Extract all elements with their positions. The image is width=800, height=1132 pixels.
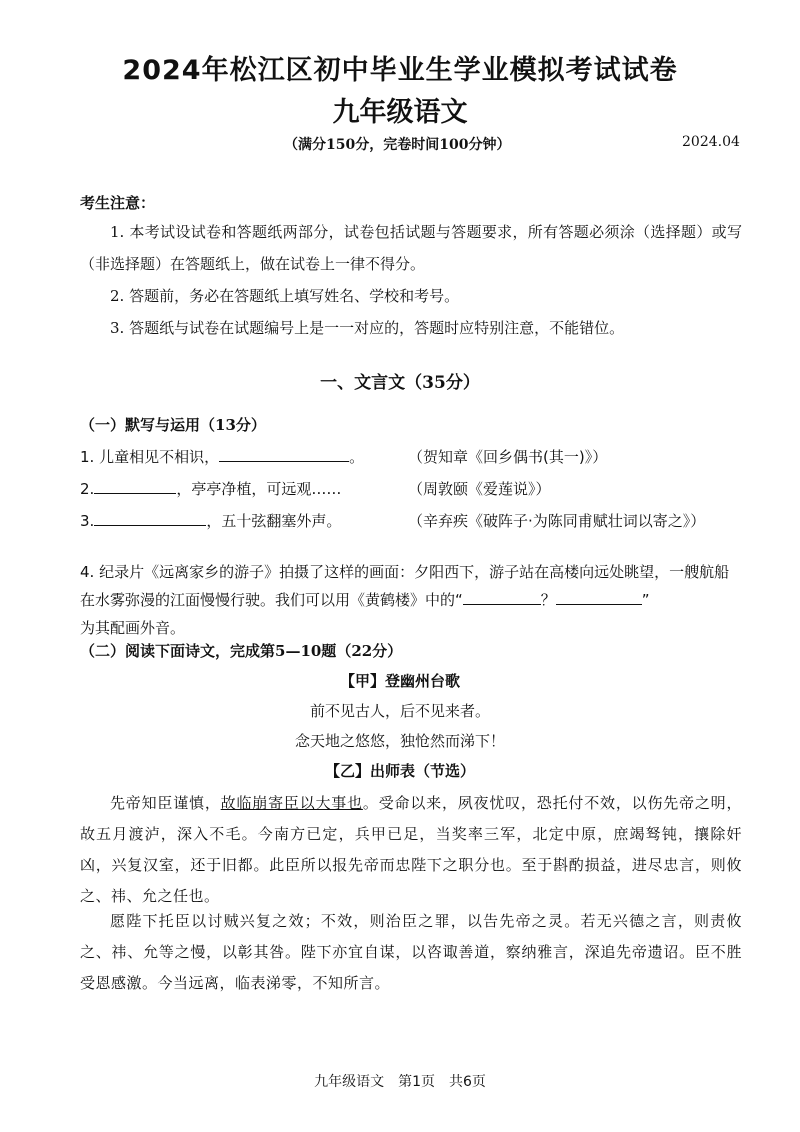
question-4-end: ” [641, 591, 650, 609]
question-1-blank[interactable] [219, 447, 349, 462]
question-3 [80, 510, 341, 531]
part1-heading: （一）默写与运用（13分） [80, 416, 266, 434]
section-title: 一、文言文（35分） [320, 373, 480, 393]
question-1 [80, 446, 364, 467]
question-2 [80, 478, 341, 499]
question-2-number: 2. [80, 480, 95, 498]
question-4 [80, 558, 742, 642]
notice-item-1: 1. 本考试设试卷和答题纸两部分，试卷包括试题与答题要求，所有答题必须涂（选择题）或写（非选择题）在答题纸上，做在试卷上一律不得分。 [80, 223, 742, 273]
question-2-blank[interactable] [94, 479, 176, 494]
underlined-sentence: 故临崩寄臣以大事也 [220, 794, 363, 812]
question-4-text: 4. 纪录片《远离家乡的游子》拍摄了这样的画面：夕阳西下，游子站在高楼向远处眺望，一艘航船在水雾弥漫的江面慢慢行驶。我们可以用《黄鹤楼》中的“ [80, 563, 730, 609]
question-4-blank-1[interactable] [463, 590, 541, 605]
question-1-end: 。 [349, 448, 365, 466]
question-3-text: ，五十弦翻塞外声。 [206, 512, 342, 530]
exam-meta: （满分150分，完卷时间100分钟） [284, 137, 511, 153]
notice-heading: 考生注意： [80, 194, 156, 212]
prose-paragraph-1-start: 先帝知臣谨慎， [110, 794, 221, 812]
question-4-blank-2[interactable] [556, 590, 642, 605]
question-3-blank[interactable] [94, 511, 206, 526]
question-2-text: ，亭亭净植，可远观…… [176, 480, 342, 498]
exam-title: 2024年松江区初中毕业生学业模拟考试试卷 [122, 55, 678, 86]
prose-paragraph-1-rest: 。受命以来，夙夜忧叹，恐托付不效，以伤先帝之明，故五月渡泸，深入不毛。今南方已定，兵甲已足，当奖率三军，北定中原，庶竭驽钝，攘除奸凶，兴复汉室，还于旧都。此臣所以报先帝而忠陛下之职分也。至于斟酌损益，进尽忠言，则攸之、祎、允之任也。 [80, 794, 742, 905]
question-4-mid: ？ [540, 591, 556, 609]
notice-item-3: 3. 答题纸与试卷在试题编号上是一一对应的，答题时应特别注意，不能错位。 [110, 319, 625, 337]
question-4-tail: 为其配画外音。 [80, 619, 186, 637]
prose-title: 【乙】出师表（节选） [324, 762, 475, 780]
exam-subtitle: 九年级语文 [332, 97, 468, 128]
page-footer: 九年级语文 第1页 共6页 [314, 1074, 486, 1090]
question-2-source: （周敦颐《爱莲说》） [408, 480, 551, 498]
question-3-number: 3. [80, 512, 95, 530]
poem-title: 【甲】登幽州台歌 [339, 672, 460, 690]
poem-line-1: 前不见古人，后不见来者。 [309, 702, 490, 720]
question-3-source: （辛弃疾《破阵子·为陈同甫赋壮词以寄之》） [408, 512, 706, 530]
exam-date: 2024.04 [682, 134, 740, 150]
question-1-source: （贺知章《回乡偶书(其一)》） [408, 448, 608, 466]
prose-paragraph-1 [80, 788, 742, 912]
notice-item-2: 2. 答题前，务必在答题纸上填写姓名、学校和考号。 [110, 287, 460, 305]
part2-heading: （二）阅读下面诗文，完成第5—10题（22分） [80, 642, 403, 660]
poem-line-2: 念天地之悠悠，独怆然而涕下！ [294, 732, 505, 750]
question-1-text: 1. 儿童相见不相识， [80, 448, 220, 466]
prose-paragraph-2: 愿陛下托臣以讨贼兴复之效；不效，则治臣之罪，以告先帝之灵。若无兴德之言，则责攸之、祎、允等之慢，以彰其咎。陛下亦宜自谋，以咨诹善道，察纳雅言，深追先帝遗诏。臣不胜受恩感激。今当远离，临表涕零，不知所言。 [80, 912, 742, 992]
